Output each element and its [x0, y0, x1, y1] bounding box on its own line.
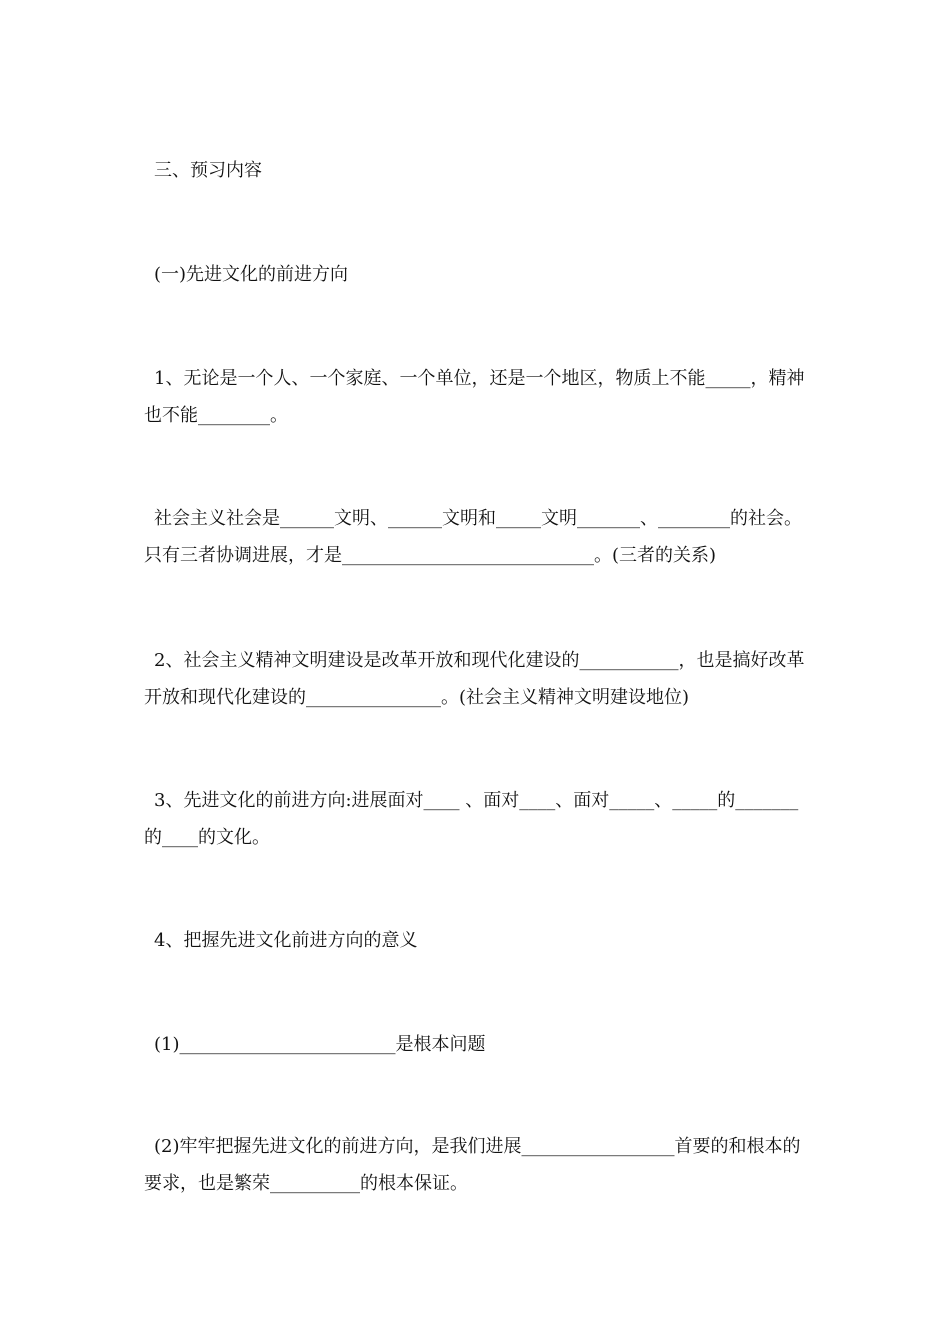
paragraph-4: 4、把握先进文化前进方向的意义: [154, 930, 418, 951]
paragraph-1: 1、无论是一个人、一个家庭、一个单位，还是一个地区，物质上不能_____，精神也不能________。: [144, 368, 805, 426]
paragraph-socialist-society: 社会主义社会是______文明、______文明和_____文明_______、________的社会。只有三者协调进展，才是____________________________。(三者的关系): [144, 508, 802, 566]
paragraph-3: 3、先进文化的前进方向:进展面对____ 、面对____、面对_____、_____的_______的____的文化。: [144, 790, 799, 848]
paragraph-4-item-2: (2)牢牢把握先进文化的前进方向，是我们进展_________________首要的和根本的要求，也是繁荣__________的根本保证。: [144, 1136, 801, 1194]
subsection-heading: (一)先进文化的前进方向: [154, 264, 349, 285]
paragraph-2: 2、社会主义精神文明建设是改革开放和现代化建设的___________，也是搞好改革开放和现代化建设的_______________。(社会主义精神文明建设地位): [144, 650, 805, 708]
section-heading: 三、预习内容: [154, 160, 262, 181]
paragraph-4-item-1: (1)________________________是根本问题: [154, 1034, 486, 1055]
